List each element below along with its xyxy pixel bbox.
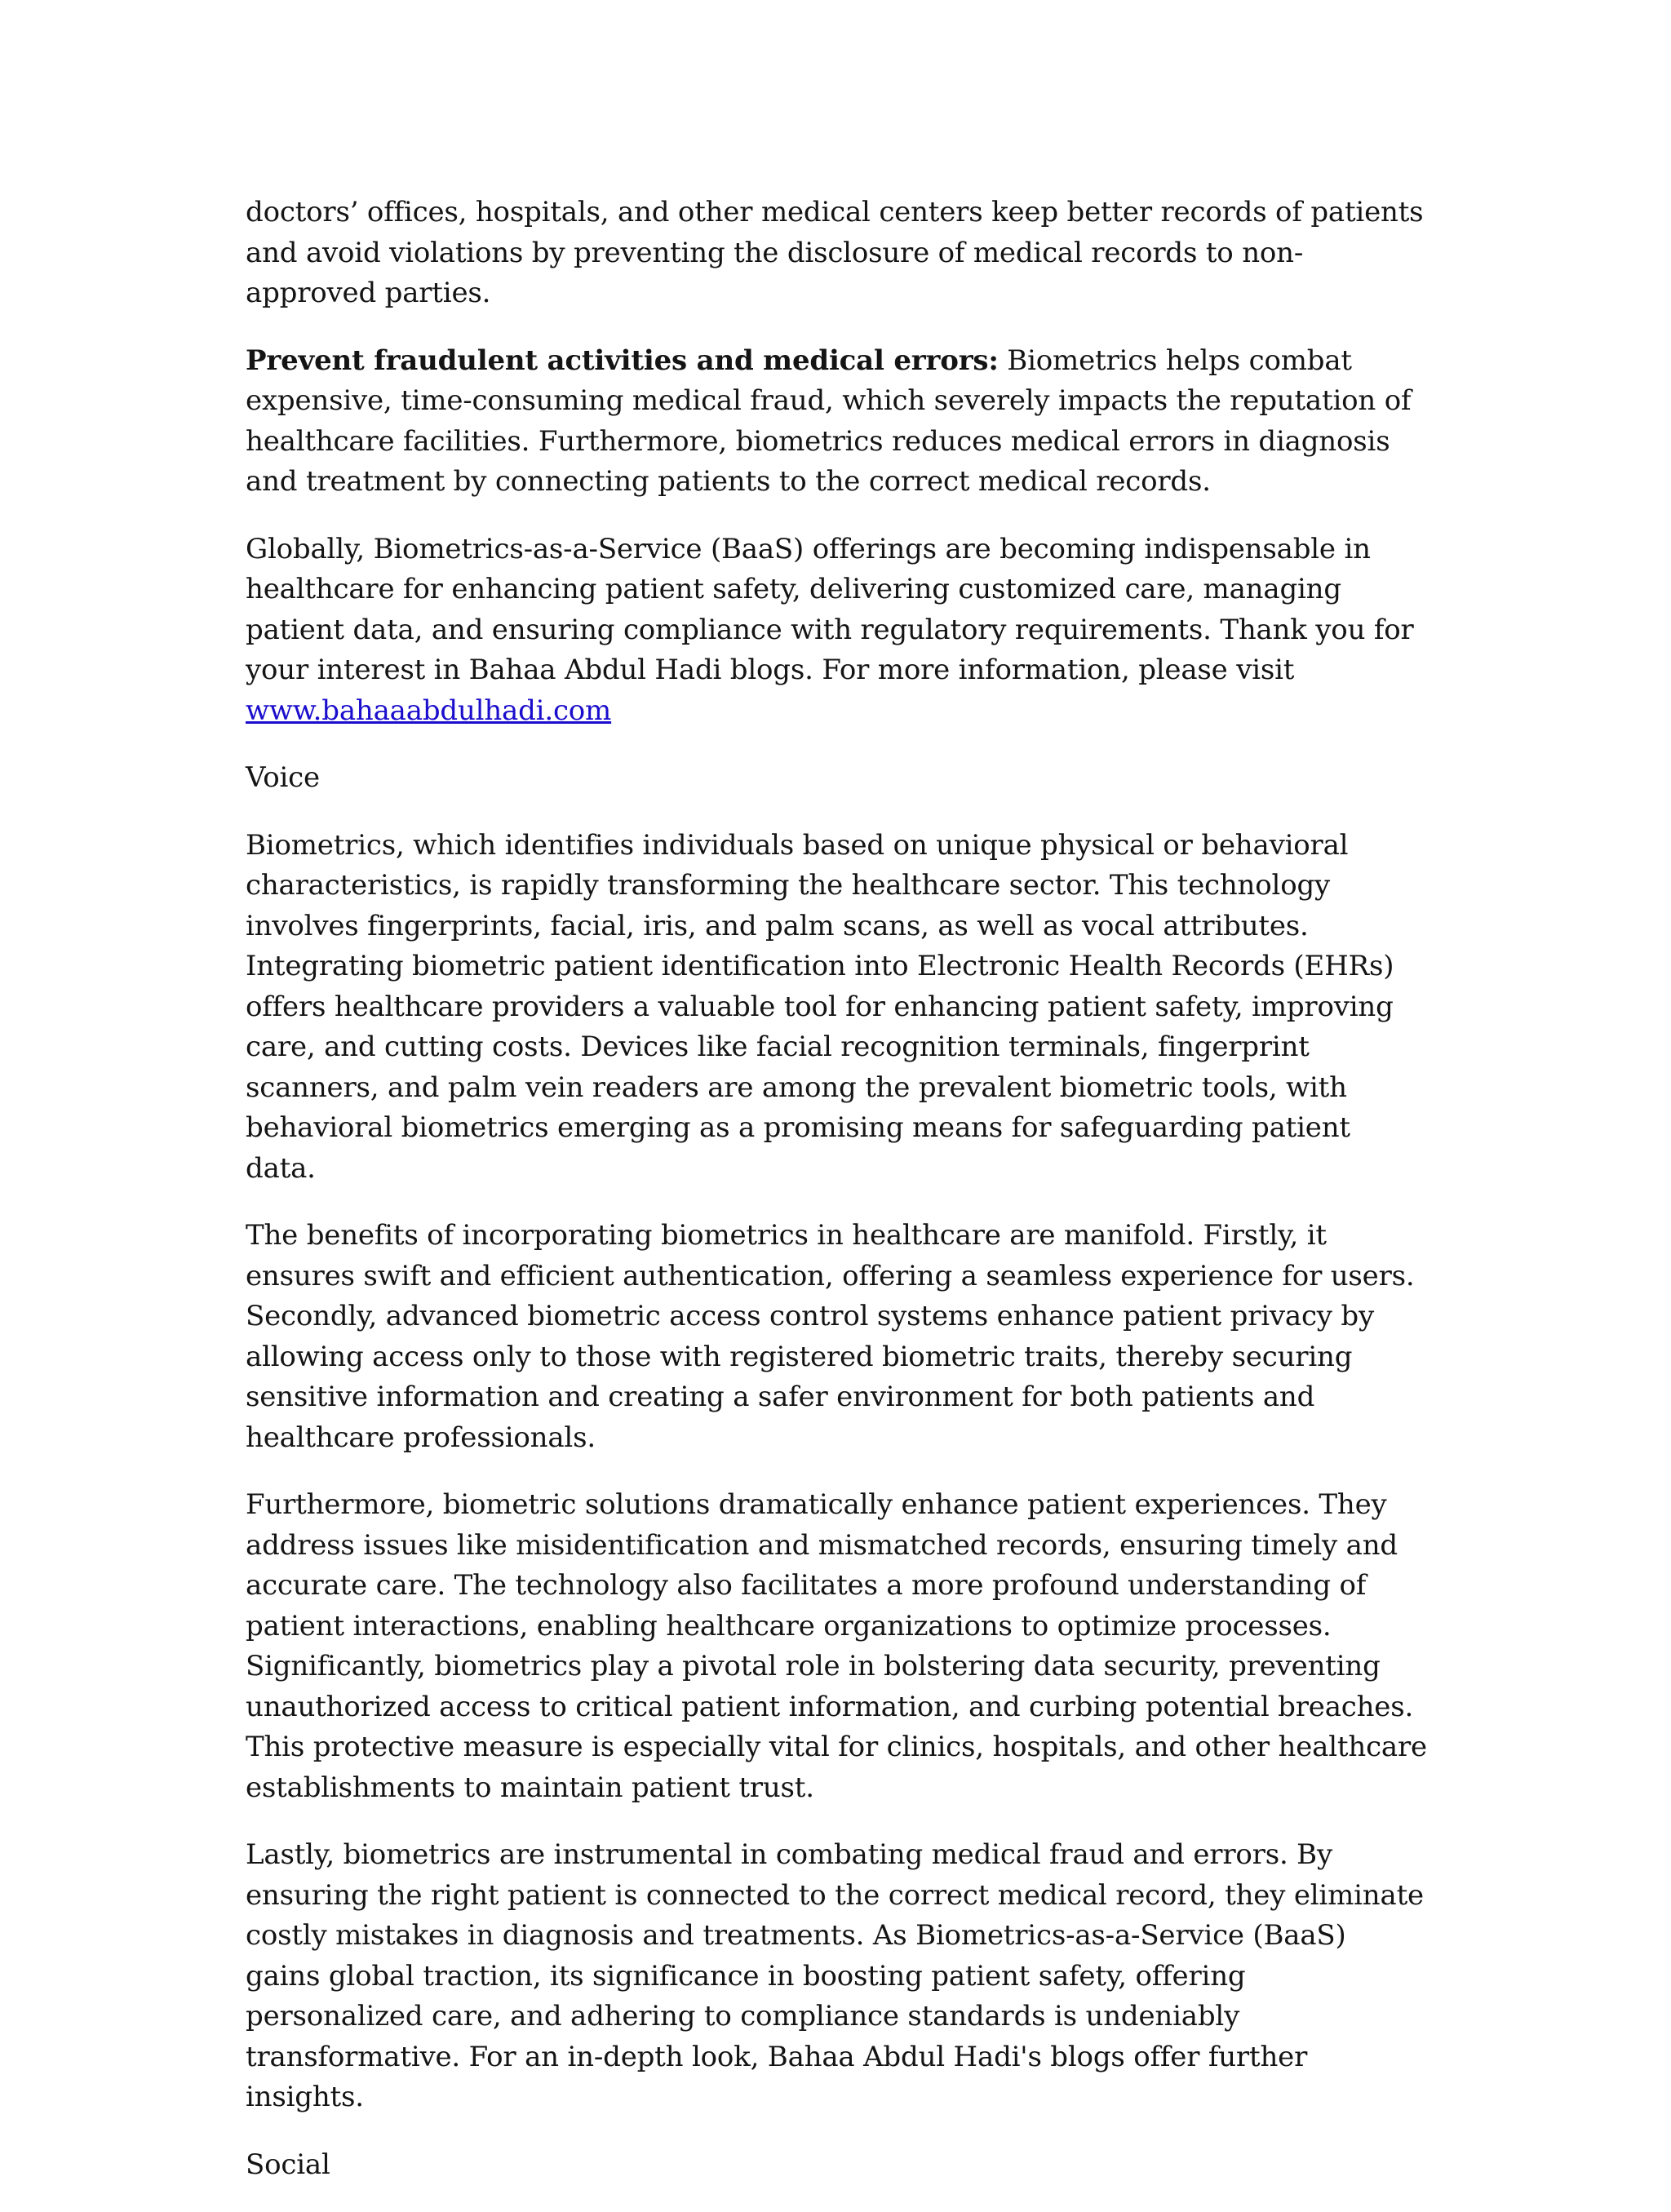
- paragraph-prevent-fraud: [246, 341, 1429, 503]
- paragraph-bold-lead: Prevent fraudulent activities and medical errors:: [246, 344, 999, 377]
- section-label-text: Voice: [246, 761, 320, 794]
- paragraph-text: Globally, Biometrics-as-a-Service (BaaS) offerings are becoming indispensable in healthcare for enhancing patient safety, delivering customized care, managing patient data, and ensuring compliance with regulatory requirements. Thank you for your interest in Bahaa Abdul Hadi blogs. For more information, please visit: [246, 532, 1414, 686]
- paragraph-patient-experience: [246, 1485, 1429, 1808]
- document-body: [246, 193, 1429, 2212]
- website-link[interactable]: www.bahaaabdulhadi.com: [246, 694, 612, 727]
- paragraph-baas-global: [246, 530, 1429, 732]
- paragraph-records-continuation: [246, 193, 1429, 314]
- paragraph-text: Lastly, biometrics are instrumental in combating medical fraud and errors. By ensuring the right patient is connected to the correct medical record, they eliminate costly mistakes in diagnosis and treatments. As Biometrics-as-a-Service (BaaS) gains global traction, its significance in boosting patient safety, offering personalized care, and adhering to compliance standards is undeniably transformative. For an in-depth look, Bahaa Abdul Hadi's blogs offer further insights.: [246, 1838, 1424, 2113]
- paragraph-text: doctors’ offices, hospitals, and other medical centers keep better records of patients and avoid violations by preventing the disclosure of medical records to non-approved parties.: [246, 196, 1424, 309]
- paragraph-text: Biometrics, which identifies individuals based on unique physical or behavioral characteristics, is rapidly transforming the healthcare sector. This technology involves fingerprints, facial, iris, and palm scans, as well as vocal attributes. Integrating biometric patient identification into Electronic Health Records (EHRs) offers healthcare providers a valuable tool for enhancing patient safety, improving care, and cutting costs. Devices like facial recognition terminals, fingerprint scanners, and palm vein readers are among the prevalent biometric tools, with behavioral biometrics emerging as a promising means for safeguarding patient data.: [246, 828, 1394, 1185]
- section-label-social: [246, 2145, 1429, 2186]
- paragraph-text: The benefits of incorporating biometrics in healthcare are manifold. Firstly, it ensures swift and efficient authentication, offering a seamless experience for users. Secondly, advanced biometric access control systems enhance patient privacy by allowing access only to those with registered biometric traits, thereby securing sensitive information and creating a safer environment for both patients and healthcare professionals.: [246, 1219, 1415, 1454]
- section-label-text: Social: [246, 2148, 330, 2181]
- paragraph-text: Biometrics helps combat expensive, time-consuming medical fraud, which severely impacts the reputation of healthcare facilities. Furthermore, biometrics reduces medical errors in diagnosis and treatment by connecting patients to the correct medical records.: [246, 344, 1412, 498]
- paragraph-fraud-errors: [246, 1835, 1429, 2118]
- paragraph-benefits: [246, 1216, 1429, 1458]
- paragraph-biometrics-intro: [246, 826, 1429, 1190]
- section-label-voice: [246, 758, 1429, 799]
- paragraph-text: Furthermore, biometric solutions dramatically enhance patient experiences. They address issues like misidentification and mismatched records, ensuring timely and accurate care. The technology also facilitates a more profound understanding of patient interactions, enabling healthcare organizations to optimize processes. Significantly, biometrics play a pivotal role in bolstering data security, preventing unauthorized access to critical patient information, and curbing potential breaches. This protective measure is especially vital for clinics, hospitals, and other healthcare establishments to maintain patient trust.: [246, 1488, 1427, 1804]
